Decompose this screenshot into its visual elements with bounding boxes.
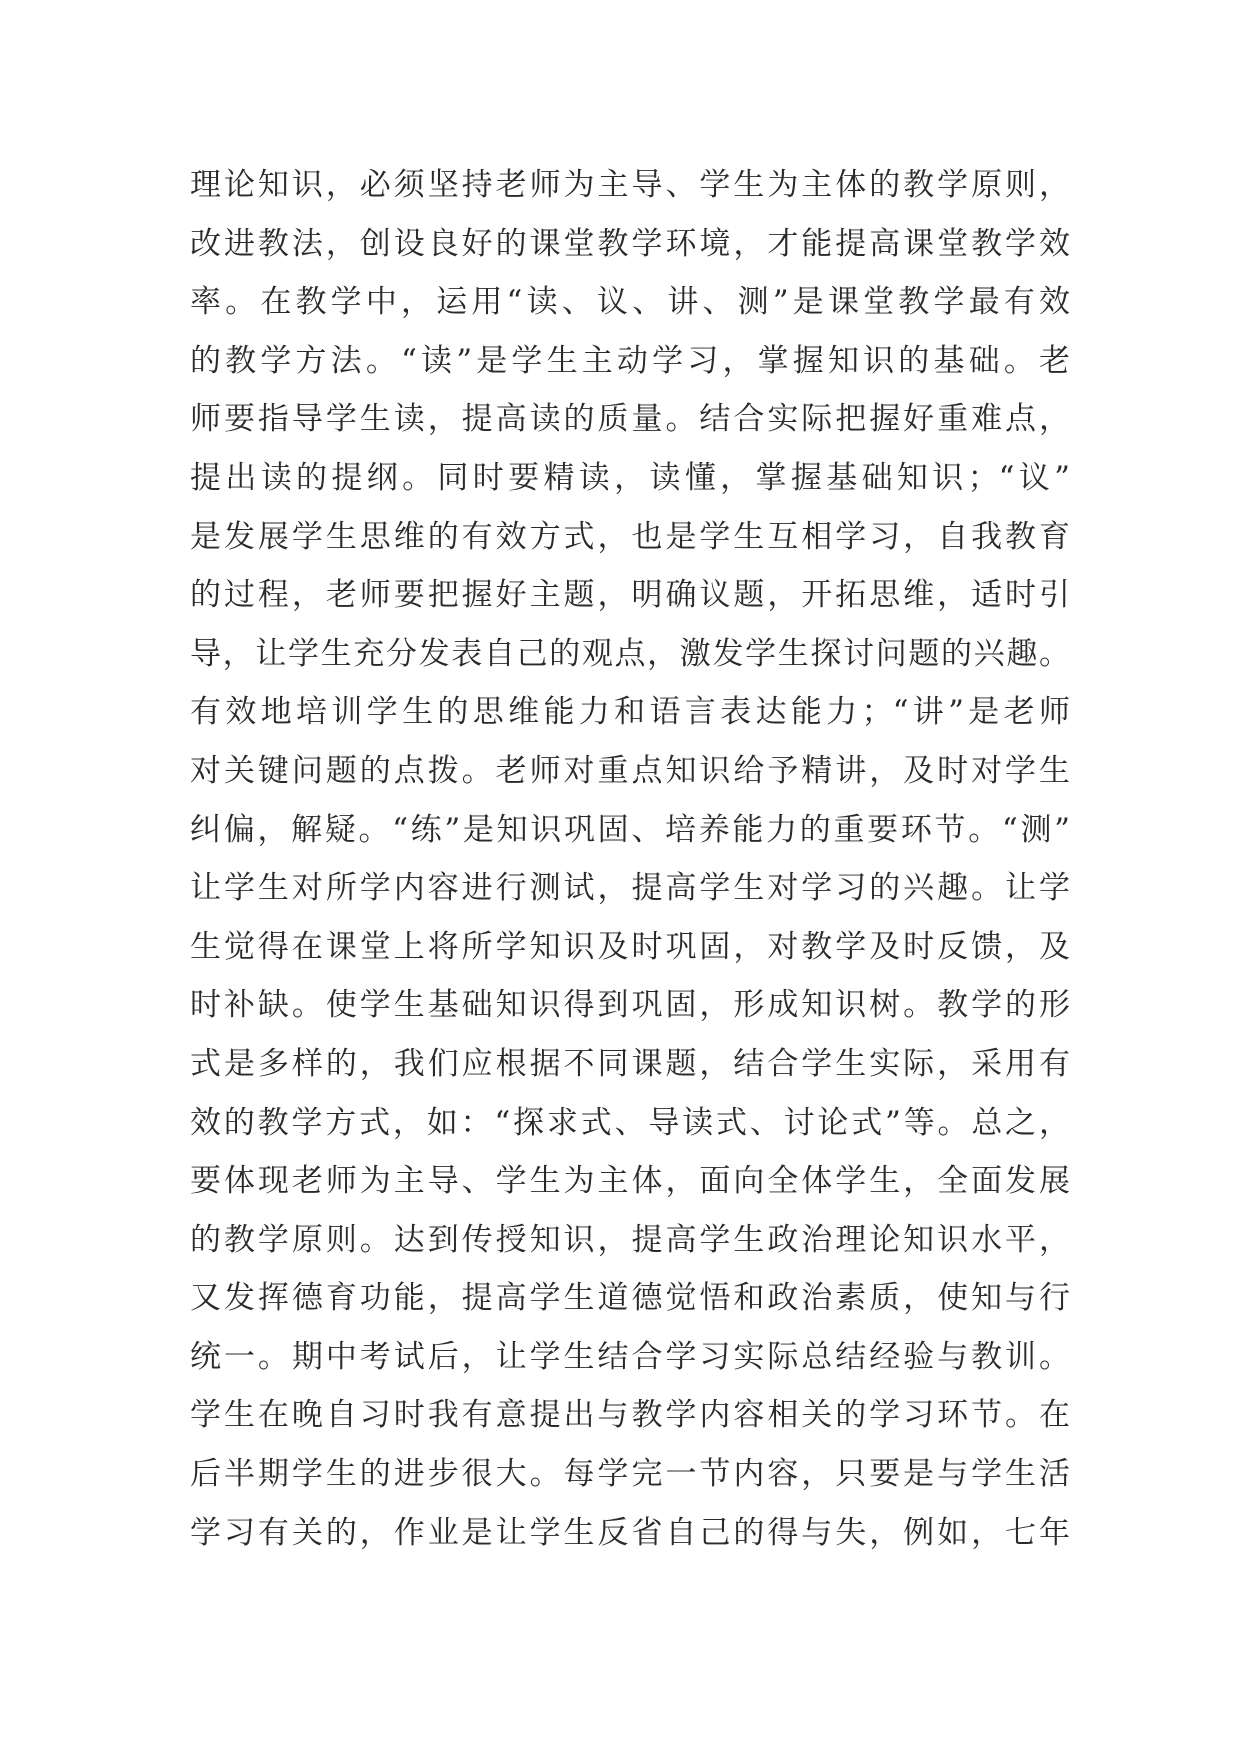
text-line: 提出读的提纲。同时要精读，读懂，掌握基础知识；“议” <box>190 459 1070 496</box>
text-line: 的教学方法。“读”是学生主动学习，掌握知识的基础。老 <box>190 342 1070 379</box>
body-text <box>190 156 1070 1562</box>
text-line: 学生在晚自习时我有意提出与教学内容相关的学习环节。在 <box>190 1397 1070 1434</box>
text-line: 率。在教学中，运用“读、议、讲、测”是课堂教学最有效 <box>190 284 1070 321</box>
text-line: 让学生对所学内容进行测试，提高学生对学习的兴趣。让学 <box>190 870 1070 907</box>
text-line: 效的教学方式，如：“探求式、导读式、讨论式”等。总之， <box>190 1104 1070 1141</box>
text-line: 的过程，老师要把握好主题，明确议题，开拓思维，适时引 <box>190 577 1070 614</box>
text-line: 是发展学生思维的有效方式，也是学生互相学习，自我教育 <box>190 518 1070 555</box>
text-line: 导，让学生充分发表自己的观点，激发学生探讨问题的兴趣。 <box>190 635 1070 672</box>
text-line: 生觉得在课堂上将所学知识及时巩固，对教学及时反馈，及 <box>190 928 1070 965</box>
text-line: 要体现老师为主导、学生为主体，面向全体学生，全面发展 <box>190 1163 1070 1200</box>
text-line: 有效地培训学生的思维能力和语言表达能力；“讲”是老师 <box>190 694 1070 731</box>
text-line: 式是多样的，我们应根据不同课题，结合学生实际，采用有 <box>190 1045 1070 1082</box>
text-line: 理论知识，必须坚持老师为主导、学生为主体的教学原则， <box>190 167 1070 203</box>
text-line: 时补缺。使学生基础知识得到巩固，形成知识树。教学的形 <box>190 987 1070 1024</box>
text-line: 改进教法，创设良好的课堂教学环境，才能提高课堂教学效 <box>190 225 1070 262</box>
text-line: 统一。期中考试后，让学生结合学习实际总结经验与教训。 <box>190 1338 1070 1375</box>
text-line: 的教学原则。达到传授知识，提高学生政治理论知识水平， <box>190 1221 1070 1258</box>
text-line: 又发挥德育功能，提高学生道德觉悟和政治素质，使知与行 <box>190 1280 1070 1317</box>
text-line: 学习有关的，作业是让学生反省自己的得与失，例如，七年 <box>190 1514 1070 1551</box>
text-line: 后半期学生的进步很大。每学完一节内容，只要是与学生活 <box>190 1456 1070 1493</box>
text-line: 纠偏，解疑。“练”是知识巩固、培养能力的重要环节。“测” <box>190 811 1070 848</box>
text-line: 对关键问题的点拨。老师对重点知识给予精讲，及时对学生 <box>190 752 1070 789</box>
text-line: 师要指导学生读，提高读的质量。结合实际把握好重难点， <box>190 401 1070 438</box>
